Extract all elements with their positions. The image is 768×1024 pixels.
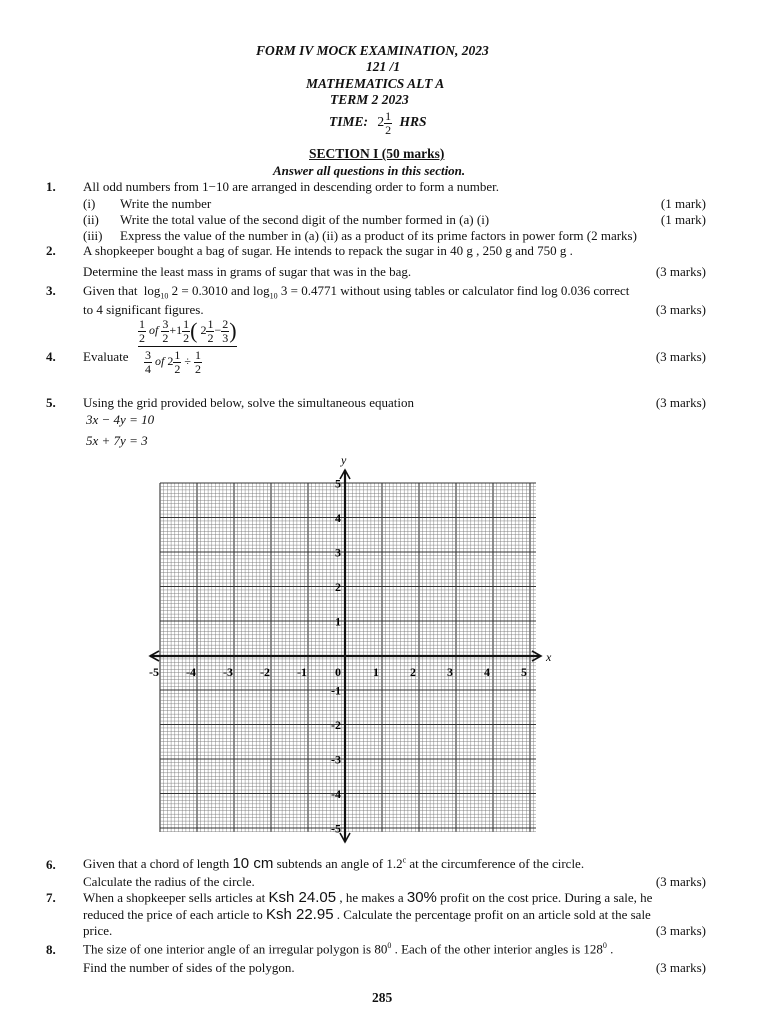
q1-i-text: Write the number <box>120 196 212 211</box>
q4-t-b-num: 3 <box>162 317 169 331</box>
q8-angle2-deg: 0 <box>602 941 607 950</box>
q6-angle: 1.2 <box>386 856 403 871</box>
q8-angle1-deg: 0 <box>387 941 392 950</box>
q1-number: 1. <box>46 179 56 194</box>
y-axis-arrow-up <box>340 470 350 479</box>
q6-length: 10 cm <box>232 855 274 872</box>
paper-code: 121 /1 <box>366 59 401 74</box>
q3-rest: without using tables or calculator find log 0.036 correct <box>336 283 630 298</box>
q7-text-e: . Calculate the percentage profit on an article sold at the sale <box>333 907 651 922</box>
q3-log2-rest: 3 = 0.4771 <box>277 283 337 298</box>
q4-b-b-whole: 2 <box>167 354 174 369</box>
grid-axes <box>150 470 541 842</box>
x-tick-label: -2 <box>260 665 270 679</box>
time-unit: HRS <box>399 114 427 130</box>
q6-text-a: Given that a chord of length <box>83 856 233 871</box>
q4-label: Evaluate <box>83 349 129 364</box>
q4-expression <box>138 318 237 375</box>
q4-plus: +1 <box>169 322 183 337</box>
q7-mark: (3 marks) <box>655 923 706 938</box>
q7-text-c: profit on the cost price. During a sale, he <box>436 890 653 905</box>
q7-text-d: reduced the price of each article to <box>83 907 266 922</box>
exam-title: FORM IV MOCK EXAMINATION, 2023 <box>256 43 489 58</box>
q4-t-d-den: 2 <box>207 330 214 345</box>
q4-mark: (3 marks) <box>655 349 706 364</box>
q7-price2: Ksh 22.95 <box>265 906 334 923</box>
time-den: 2 <box>385 122 392 137</box>
q1-i-number: (i) <box>83 196 96 211</box>
q3-mark: (3 marks) <box>655 302 706 317</box>
q4-t-e-num: 2 <box>222 317 229 331</box>
x-tick-label: -1 <box>297 665 307 679</box>
q4-denominator <box>138 347 237 375</box>
q5-equation-1: 3x − 4y = 10 <box>86 412 155 427</box>
q3-log2: log <box>253 283 270 298</box>
q8-text-b: . Each of the other interior angles is <box>391 941 584 957</box>
q1-ii-text: Write the total value of the second digit of the number formed in (a) (i) <box>120 212 490 227</box>
q7-percent: 30% <box>406 889 437 906</box>
q4-t-c-den: 2 <box>183 330 190 345</box>
q4-of1: of <box>149 322 159 337</box>
q3-log1: log <box>143 283 161 298</box>
x-axis-label: x <box>546 650 552 664</box>
q4-number: 4. <box>46 349 56 364</box>
q4-div: ÷ <box>184 354 191 369</box>
x-axis-arrow-right <box>532 651 541 661</box>
q2-line2: Determine the least mass in grams of sugar that was in the bag. <box>83 264 412 279</box>
time-whole: 2 <box>377 114 385 130</box>
q7-line1 <box>83 889 652 906</box>
q8-line2: Find the number of sides of the polygon. <box>83 960 295 975</box>
q4-rparen: ) <box>229 318 237 344</box>
q4-t-b-den: 2 <box>162 330 169 345</box>
q4-b-c-num: 1 <box>194 348 201 363</box>
y-tick-label: 5 <box>335 476 341 491</box>
y-axis-label: y <box>341 453 347 467</box>
q3-and: and <box>227 283 254 298</box>
x-tick-label: -4 <box>186 665 196 679</box>
q4-t-c-num: 1 <box>183 317 190 331</box>
q7-price1: Ksh 24.05 <box>268 889 337 906</box>
q6-number: 6. <box>46 857 56 872</box>
q6-angle-unit: c <box>402 855 407 865</box>
q1-iii-number: (iii) <box>83 228 103 243</box>
x-tick-label: -5 <box>149 665 159 679</box>
q5-mark: (3 marks) <box>655 395 706 410</box>
x-tick-label: 5 <box>521 665 527 679</box>
q8-text-c: . <box>606 941 614 957</box>
y-tick-label: 4 <box>335 511 341 525</box>
y-tick-label: -4 <box>331 787 341 801</box>
q3-base2: 10 <box>269 291 278 301</box>
q4-b-a-den: 4 <box>145 361 151 376</box>
q4-numerator <box>138 318 237 347</box>
q8-mark: (3 marks) <box>655 960 706 975</box>
q5-number: 5. <box>46 395 56 410</box>
x-tick-label: 0 <box>335 665 341 679</box>
q1-iii-text: Express the value of the number in (a) (ii) as a product of its prime factors in power form (2 marks) <box>120 228 637 243</box>
q6-text-b: subtends an angle of <box>273 856 387 871</box>
q2-number: 2. <box>46 243 56 258</box>
x-tick-label: -3 <box>223 665 233 679</box>
subject: MATHEMATICS ALT A <box>306 76 445 91</box>
q1-i-mark: (1 mark) <box>660 196 706 211</box>
q1-ii-mark: (1 mark) <box>660 212 706 227</box>
time-fraction <box>384 110 392 136</box>
q8-angle2: 128 <box>583 941 603 957</box>
q4-t-d-whole: 2 <box>200 322 207 337</box>
q4-b-b-num: 1 <box>174 348 181 363</box>
q3-given: Given that <box>83 283 138 298</box>
q6-mark: (3 marks) <box>655 874 706 889</box>
q5-equation-2: 5x + 7y = 3 <box>86 433 148 448</box>
y-tick-label: -5 <box>331 821 341 836</box>
q8-angle1: 80 <box>374 941 388 957</box>
y-tick-label: -2 <box>331 718 341 732</box>
q6-line2: Calculate the radius of the circle. <box>83 874 255 889</box>
y-tick-label: 1 <box>335 614 341 629</box>
q4-t-a-den: 2 <box>139 330 145 345</box>
q7-line3: price. <box>83 923 113 938</box>
x-axis-arrow-left <box>150 651 159 661</box>
x-tick-label: 2 <box>410 665 416 679</box>
q3-line1 <box>83 283 629 301</box>
time-label: TIME: <box>329 114 369 130</box>
section-title: SECTION I (50 marks) <box>309 146 445 161</box>
q1-text: All odd numbers from 1−10 are arranged in descending order to form a number. <box>83 179 499 194</box>
x-tick-label: 3 <box>447 665 453 679</box>
y-tick-label: -3 <box>331 752 341 767</box>
grid-lines <box>160 483 536 832</box>
q7-text-b: , he makes a <box>336 890 407 905</box>
x-tick-label: 1 <box>373 665 379 679</box>
page-number: 285 <box>372 990 393 1005</box>
q2-mark: (3 marks) <box>655 264 706 279</box>
q3-number: 3. <box>46 283 56 298</box>
q3-base1: 10 <box>160 291 169 301</box>
x-tick-label: 4 <box>484 665 490 679</box>
q8-number: 8. <box>46 942 56 957</box>
q4-of2: of <box>155 354 165 369</box>
q6-line1 <box>83 855 584 872</box>
q4-b-a-num: 3 <box>145 348 151 363</box>
section-instruction: Answer all questions in this section. <box>273 163 466 178</box>
q7-text-a: When a shopkeeper sells articles at <box>83 890 269 905</box>
q1-ii-number: (ii) <box>83 212 99 227</box>
exam-time <box>329 110 427 136</box>
y-tick-label: 2 <box>335 580 341 594</box>
q4-t-a-num: 1 <box>139 317 145 331</box>
q4-b-b-den: 2 <box>174 361 181 376</box>
q4-lparen: ( <box>190 318 198 344</box>
q4-t-d-num: 1 <box>207 317 214 331</box>
q3-line2: to 4 significant figures. <box>83 302 204 317</box>
q2-line1: A shopkeeper bought a bag of sugar. He intends to repack the sugar in 40 g , 250 g and 750 g . <box>83 243 573 258</box>
q4-minus: − <box>214 322 222 337</box>
y-axis-arrow-down <box>340 833 350 842</box>
q6-text-c: at the circumference of the circle. <box>406 856 585 871</box>
time-num: 1 <box>385 109 392 123</box>
q4-b-c-den: 2 <box>194 361 201 376</box>
q3-log1-rest: 2 = 0.3010 <box>168 283 228 298</box>
y-tick-label: -1 <box>331 683 341 698</box>
q4-t-e-den: 3 <box>222 330 229 345</box>
q5-text: Using the grid provided below, solve the simultaneous equation <box>83 395 414 410</box>
q8-text-a: The size of one interior angle of an irregular polygon is <box>83 941 375 957</box>
q7-line2 <box>83 906 651 923</box>
q7-number: 7. <box>46 890 56 905</box>
grid-tick-labels <box>149 477 527 836</box>
term: TERM 2 2023 <box>330 92 409 107</box>
q8-line1 <box>83 941 613 957</box>
y-tick-label: 3 <box>335 545 341 560</box>
